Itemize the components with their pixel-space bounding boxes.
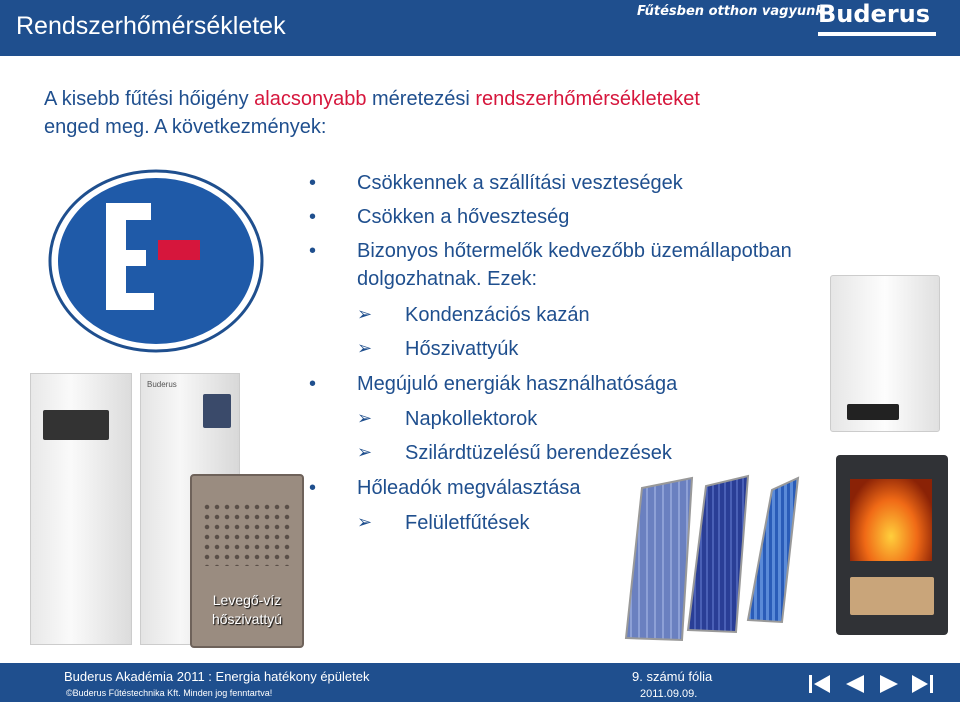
sub-bullet-text: Szilárdtüzelésű berendezések: [405, 442, 672, 464]
footer-course: Buderus Akadémia 2011 : Energia hatékony épületek: [64, 669, 370, 684]
control-panel: [43, 410, 109, 440]
brand-underline: [818, 32, 936, 36]
stove-image: [836, 455, 948, 635]
unit-logo: Buderus: [147, 380, 177, 389]
arrow-marker: ➢: [357, 304, 373, 324]
footer-slide-number: 9. számú fólia: [632, 669, 713, 684]
bullet-text: Bizonyos hőtermelők kedvezőbb üzemállapotban: [357, 240, 792, 262]
heat-pump-label-line-1: Levegő-víz: [212, 592, 282, 608]
bullet-marker: •: [309, 206, 317, 228]
sub-bullet-text: Hőszivattyúk: [405, 338, 519, 360]
page-title: Rendszerhőmérsékletek: [16, 12, 286, 40]
bullet-marker: •: [309, 240, 317, 262]
intro-highlight-1: alacsonyabb: [254, 88, 367, 110]
footer-copyright: ©Buderus Fűtéstechnika Kft. Minden jog fenntartva!: [66, 688, 273, 698]
energy-minus-icon: [46, 168, 266, 354]
heat-pump-label-line-2: hőszivattyú: [211, 611, 283, 627]
intro-line-1: [44, 88, 700, 111]
arrow-marker: ➢: [357, 442, 373, 462]
arrow-marker: ➢: [357, 338, 373, 358]
intro-highlight-2: rendszerhőmérsékleteket: [475, 88, 700, 110]
brand-logo: Buderus: [818, 0, 931, 28]
fan-grille: [202, 502, 290, 566]
bullet-text: Megújuló energiák használhatósága: [357, 373, 678, 395]
intro-line-2: enged meg. A következmények:: [44, 116, 327, 138]
header-bar: [0, 0, 960, 56]
bullet-text: Csökken a hőveszteség: [357, 206, 570, 228]
bullet-text: Csökkennek a szállítási veszteségek: [357, 172, 683, 194]
tagline: Fűtésben otthon vagyunk: [637, 4, 825, 19]
first-slide-icon[interactable]: [806, 671, 832, 697]
bullet-marker: •: [309, 373, 317, 395]
intro-text-c: méretezési: [366, 88, 476, 110]
arrow-marker: ➢: [357, 512, 373, 532]
sub-bullet-text: Napkollektorok: [405, 408, 538, 430]
arrow-marker: ➢: [357, 408, 373, 428]
control-panel: [203, 394, 231, 428]
boiler-image: [830, 275, 940, 432]
next-slide-icon[interactable]: [876, 671, 902, 697]
heat-pump-image: [190, 474, 304, 648]
stove-logs: [850, 577, 934, 615]
previous-slide-icon[interactable]: [842, 671, 868, 697]
bullet-marker: •: [309, 172, 317, 194]
intro-text-a: A kisebb fűtési hőigény: [44, 88, 255, 110]
heat-pump-label: [192, 591, 302, 629]
footer-date: 2011.09.09.: [640, 688, 698, 700]
stove-fire: [850, 479, 932, 561]
indoor-unit-image: [30, 373, 132, 645]
bullet-marker: •: [309, 477, 317, 499]
last-slide-icon[interactable]: [910, 671, 936, 697]
bullet-text: Hőleadók megválasztása: [357, 477, 581, 499]
bullet-text: dolgozhatnak. Ezek:: [357, 268, 538, 290]
sub-bullet-text: Felületfűtések: [405, 512, 530, 534]
boiler-display: [847, 404, 899, 420]
sub-bullet-text: Kondenzációs kazán: [405, 304, 590, 326]
solar-panels-image: [622, 470, 842, 656]
